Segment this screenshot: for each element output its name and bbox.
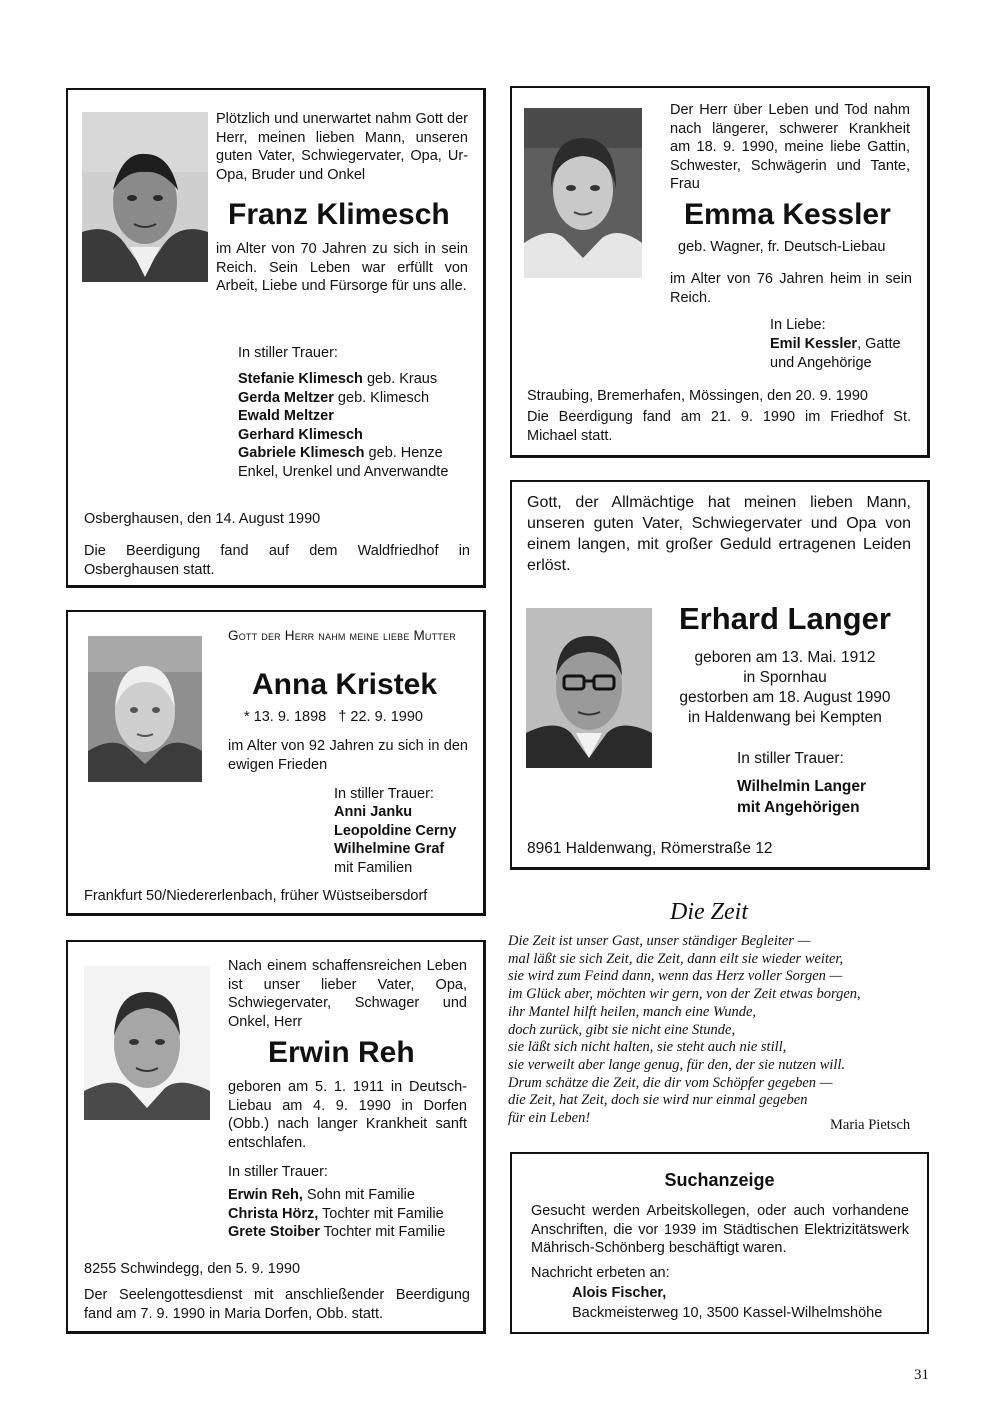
mourner: Gabriele Klimesch geb. Henze bbox=[238, 445, 443, 461]
poem-line: Drum schätze die Zeit, die dir vom Schöpfer gegeben — bbox=[508, 1074, 833, 1091]
mourner: Grete Stoiber Tochter mit Familie bbox=[228, 1224, 446, 1240]
poem-line: sie läßt sich nicht halten, sie steht auch nie still, bbox=[508, 1039, 787, 1056]
anna-trauer-label: In stiller Trauer: bbox=[334, 786, 434, 802]
franz-enkel: Enkel, Urenkel und Anverwandte bbox=[238, 463, 449, 480]
portrait-photo-anna bbox=[88, 636, 202, 782]
poem-line: im Glück aber, möchten wir gern, von der Zeit etwas borgen, bbox=[508, 986, 861, 1003]
emma-intro: Der Herr über Leben und Tod nahm nach längerer, schwerer Krankheit am 18. 9. 1990, meine liebe Gattin, Schwester, Schwägerin und Tante, Frau bbox=[670, 102, 910, 192]
mourner: Gerda Meltzer geb. Klimesch bbox=[238, 389, 430, 406]
poem-line: ihr Mantel hilft heilen, manch eine Wunde, bbox=[508, 1003, 757, 1020]
search-text: Gesucht werden Arbeitskollegen, oder auch vorhandene Anschriften, die vor 1939 im Städtischen Elektrizitätswerk Mährisch-Schönberg beschäftigt waren. bbox=[531, 1203, 909, 1256]
portrait-photo-erhard bbox=[526, 608, 652, 768]
anna-place: Frankfurt 50/Niedererlenbach, früher Wüstseibersdorf bbox=[84, 888, 428, 904]
mourner: Christa Hörz, Tochter mit Familie bbox=[228, 1205, 444, 1222]
poem-author: Maria Pietsch bbox=[830, 1117, 911, 1133]
emma-husband: Emil Kessler, Gatte bbox=[770, 336, 901, 352]
emma-relatives: und Angehörige bbox=[770, 355, 872, 371]
erwin-mourners bbox=[228, 1186, 473, 1242]
erhard-address: 8961 Haldenwang, Römerstraße 12 bbox=[527, 840, 773, 857]
erwin-place-date: 8255 Schwindegg, den 5. 9. 1990 bbox=[84, 1261, 301, 1277]
franz-mourners bbox=[238, 370, 478, 481]
search-contact-label: Nachricht erbeten an: bbox=[531, 1265, 670, 1281]
mourner: Wilhelmine Graf bbox=[334, 841, 445, 857]
emma-love-label: In Liebe: bbox=[770, 317, 826, 333]
franz-trauer-label: In stiller Trauer: bbox=[238, 345, 338, 361]
erhard-mourner-2: mit Angehörigen bbox=[737, 799, 860, 816]
erhard-dates bbox=[660, 648, 910, 728]
erhard-born-place: in Spornhau bbox=[743, 669, 827, 686]
mourner: Ewald Meltzer bbox=[238, 408, 334, 424]
search-contact-name: Alois Fischer, bbox=[572, 1285, 667, 1301]
erwin-intro: Nach einem schaffensreichen Leben ist unser lieber Vater, Opa, Schwiegervater, Schwager und Onkel, Herr bbox=[228, 958, 467, 1030]
franz-intro: Plötzlich und unerwartet nahm Gott der Herr, meinen lieben Mann, unseren guten Vater, Schwiegervater, Opa, Ur-Opa, Bruder und Onkel bbox=[216, 111, 468, 183]
franz-name: Franz Klimesch bbox=[228, 198, 450, 231]
poem-line: sie verweilt aber lange genug, für den, der sie nutzen will. bbox=[508, 1056, 846, 1073]
franz-text: im Alter von 70 Jahren zu sich in sein Reich. Sein Leben war erfüllt von Arbeit, Liebe und Fürsorge für uns alle. bbox=[216, 241, 468, 294]
erhard-name: Erhard Langer bbox=[679, 601, 891, 636]
portrait-photo-erwin bbox=[84, 966, 210, 1120]
erwin-text: geboren am 5. 1. 1911 in Deutsch-Liebau am 4. 9. 1990 in Dorfen (Obb.) nach langer Krankheit sanft entschlafen. bbox=[228, 1079, 467, 1151]
anna-name: Anna Kristek bbox=[252, 668, 438, 701]
mourner: Gerhard Klimesch bbox=[238, 426, 363, 443]
erhard-died-date: gestorben am 18. August 1990 bbox=[679, 689, 891, 706]
anna-dates: * 13. 9. 1898 † 22. 9. 1990 bbox=[244, 709, 423, 725]
poem-line: mal läßt sie sich Zeit, die Zeit, dann eilt sie wieder weiter, bbox=[508, 950, 844, 967]
anna-family: mit Familien bbox=[334, 859, 413, 876]
erhard-died-place: in Haldenwang bei Kempten bbox=[688, 709, 882, 726]
erhard-intro: Gott, der Allmächtige hat meinen lieben Mann, unseren guten Vater, Schwiegervater und Opa von einem langen, mit großer Geduld ertragenen Leiden erlöst. bbox=[527, 494, 911, 574]
mourner: Erwin Reh, Sohn mit Familie bbox=[228, 1187, 415, 1203]
mourner: Anni Janku bbox=[334, 804, 413, 820]
emma-born: geb. Wagner, fr. Deutsch-Liebau bbox=[678, 239, 886, 255]
erhard-born-date: geboren am 13. Mai. 1912 bbox=[694, 649, 876, 666]
mourner: Leopoldine Cerny bbox=[334, 822, 457, 839]
portrait-photo-emma bbox=[524, 108, 642, 278]
emma-name: Emma Kessler bbox=[684, 198, 891, 231]
emma-text: im Alter von 76 Jahren heim in sein Reich. bbox=[670, 271, 912, 306]
poem-line: doch zurück, gibt sie nicht eine Stunde, bbox=[508, 1021, 736, 1038]
anna-text: im Alter von 92 Jahren zu sich in den ewigen Frieden bbox=[228, 738, 468, 773]
anna-mourners bbox=[334, 803, 474, 877]
erhard-mourner-1: Wilhelmin Langer bbox=[737, 778, 867, 795]
erhard-trauer-label: In stiller Trauer: bbox=[737, 750, 844, 767]
poem-line: sie wird zum Feind dann, wenn das Herz voller Sorgen — bbox=[508, 968, 843, 985]
poem-title: Die Zeit bbox=[670, 899, 748, 925]
franz-funeral: Die Beerdigung fand auf dem Waldfriedhof in Osberghausen statt. bbox=[84, 543, 470, 578]
search-contact-address: Backmeisterweg 10, 3500 Kassel-Wilhelmshöhe bbox=[572, 1305, 883, 1321]
page-number: 31 bbox=[914, 1367, 929, 1383]
emma-funeral: Die Beerdigung fand am 21. 9. 1990 im Friedhof St. Michael statt. bbox=[527, 409, 911, 444]
portrait-photo-franz bbox=[82, 112, 208, 282]
search-title: Suchanzeige bbox=[664, 1170, 775, 1190]
poem-line: für ein Leben! bbox=[508, 1110, 591, 1127]
anna-intro: Gott der Herr nahm meine liebe Mutter bbox=[228, 628, 456, 643]
erwin-trauer-label: In stiller Trauer: bbox=[228, 1164, 328, 1180]
poem-body bbox=[508, 933, 938, 1128]
emma-place-date: Straubing, Bremerhafen, Mössingen, den 20. 9. 1990 bbox=[527, 388, 868, 404]
franz-place-date: Osberghausen, den 14. August 1990 bbox=[84, 511, 321, 527]
erwin-name: Erwin Reh bbox=[268, 1036, 415, 1069]
poem-line: Die Zeit ist unser Gast, unser ständiger Begleiter — bbox=[508, 933, 811, 949]
erwin-funeral: Der Seelengottesdienst mit anschließender Beerdigung fand am 7. 9. 1990 in Maria Dorfen, Obb. statt. bbox=[84, 1287, 470, 1322]
mourner: Stefanie Klimesch geb. Kraus bbox=[238, 371, 438, 387]
poem-line: die Zeit, hat Zeit, doch sie wird nur einmal gegeben bbox=[508, 1092, 808, 1109]
